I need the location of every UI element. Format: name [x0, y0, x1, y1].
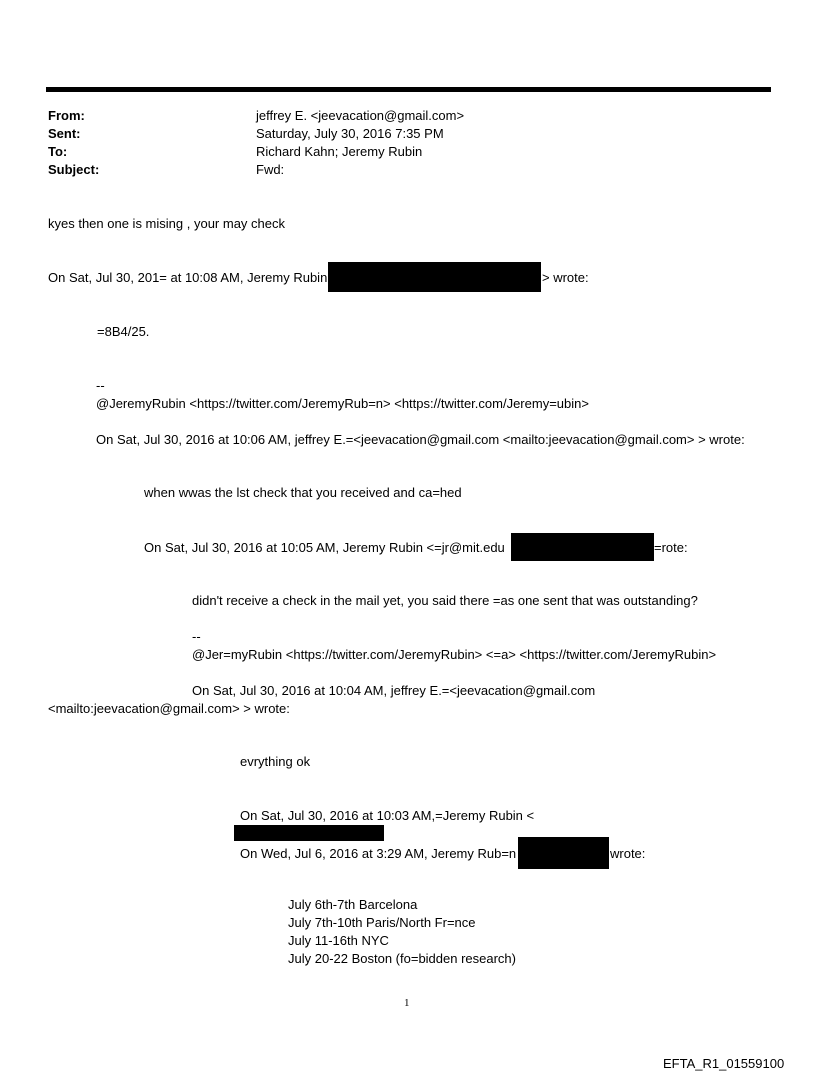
quote-6-prefix: On Wed, Jul 6, 2016 at 3:29 AM, Jeremy Rub=n — [240, 846, 517, 861]
to-value: Richard Kahn; Jeremy Rubin — [256, 144, 423, 159]
redaction-box — [328, 262, 541, 292]
quote-6-suffix: wrote: — [610, 846, 646, 861]
quote-2: On Sat, Jul 30, 2016 at 10:06 AM, jeffrey E.=<jeevacation@gmail.com <mailto:jeevacation@gmail.com> > wrote: — [96, 432, 745, 447]
reply-1: =8B4/25. — [97, 324, 150, 339]
itinerary-item: July 7th-10th Paris/North Fr=nce — [288, 915, 476, 930]
quote-3-prefix: On Sat, Jul 30, 2016 at 10:05 AM, Jeremy Rubin <=jr@mit.edu — [144, 540, 505, 555]
itinerary-item: July 20-22 Boston (fo=bidden research) — [288, 951, 516, 966]
sent-value: Saturday, July 30, 2016 7:35 PM — [256, 126, 444, 141]
document-id-footer: EFTA_R1_01559100 — [663, 1056, 785, 1071]
quote-4-line-2: <mailto:jeevacation@gmail.com> > wrote: — [48, 701, 290, 716]
quote-3-suffix: =rote: — [654, 540, 688, 555]
redaction-box — [511, 533, 654, 561]
quote-1-prefix: On Sat, Jul 30, 201= at 10:08 AM, Jeremy Rubin — [48, 270, 328, 285]
signature-dash-1: -- — [96, 378, 105, 393]
quote-5: On Sat, Jul 30, 2016 at 10:03 AM,=Jeremy Rubin < — [240, 808, 535, 823]
reply-2: when wwas the lst check that you received and ca=hed — [144, 485, 462, 500]
from-label: From: — [48, 108, 85, 123]
signature-2: @Jer=myRubin <https://twitter.com/JeremyRubin> <=a> <https://twitter.com/JeremyRubin> — [192, 647, 717, 662]
quote-1-suffix: > wrote: — [542, 270, 589, 285]
from-value: jeffrey E. <jeevacation@gmail.com> — [256, 108, 465, 123]
subject-value: Fwd: — [256, 162, 285, 177]
redaction-box — [518, 837, 609, 869]
reply-4: evrything ok — [240, 754, 311, 769]
itinerary-item: July 6th-7th Barcelona — [288, 897, 418, 912]
itinerary-item: July 11-16th NYC — [288, 933, 389, 948]
signature-1: @JeremyRubin <https://twitter.com/JeremyRub=n> <https://twitter.com/Jeremy=ubin> — [96, 396, 589, 411]
header-rule — [46, 87, 771, 92]
page-number: 1 — [404, 997, 410, 1009]
signature-dash-2: -- — [192, 629, 201, 644]
subject-label: Subject: — [48, 162, 100, 177]
sent-label: Sent: — [48, 126, 81, 141]
redaction-box — [234, 825, 384, 841]
to-label: To: — [48, 144, 68, 159]
reply-3: didn't receive a check in the mail yet, you said there =as one sent that was outstanding? — [192, 593, 698, 608]
body-line-1: kyes then one is mising , your may check — [48, 216, 285, 231]
quote-4-line-1: On Sat, Jul 30, 2016 at 10:04 AM, jeffrey E.=<jeevacation@gmail.com — [192, 683, 596, 698]
